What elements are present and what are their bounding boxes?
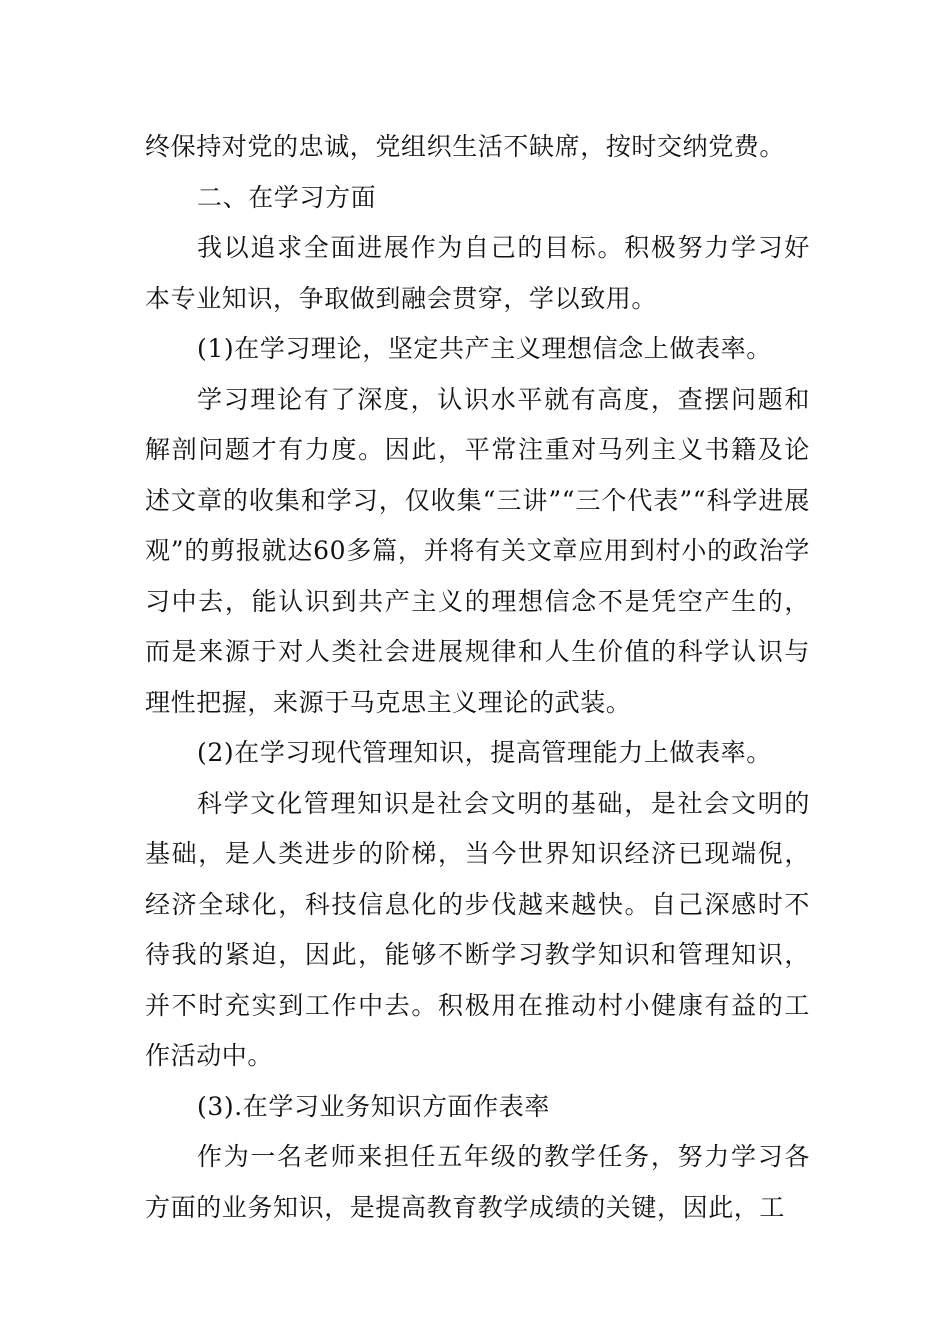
paragraph-continuation: 终保持对党的忠诚，党组织生活不缺席，按时交纳党费。: [145, 132, 786, 161]
subheading-management: (2)在学习现代管理知识，提高管理能力上做表率。: [197, 738, 772, 767]
paragraph-theory: 学习理论有了深度，认识水平就有高度，查摆问题和解剖问题才有力度。因此，平常注重对马列主义书籍及论述文章的收集和学习，仅收集“三讲”“三个代表”“科学进展观”的剪报就达60多篇，并将有关文章应用到村小的政治学习中去，能认识到共产主义的理想信念不是凭空产生的，而是来源于对人类社会进展规律和人生价值的科学认识与理性把握，来源于马克思主义理论的武装。: [145, 384, 810, 717]
subheading-theory: (1)在学习理论，坚定共产主义理想信念上做表率。: [197, 334, 772, 363]
section-heading-study: 二、在学习方面: [197, 182, 377, 212]
paragraph-goal: 我以追求全面进展作为自己的目标。积极努力学习好本专业知识，争取做到融会贯穿，学以致用。: [145, 233, 810, 313]
paragraph-management: 科学文化管理知识是社会文明的基础，是社会文明的基础，是人类进步的阶梯，当今世界知识经济已现端倪，经济全球化，科技信息化的步伐越来越快。自己深感时不待我的紧迫，因此，能够不断学习教学知识和管理知识，并不时充实到工作中去。积极用在推动村小健康有益的工作活动中。: [145, 788, 810, 1070]
subheading-business: (3).在学习业务知识方面作表率: [197, 1091, 550, 1121]
paragraph-business: 作为一名老师来担任五年级的教学任务，努力学习各方面的业务知识，是提高教育教学成绩的关键，因此，工: [145, 1142, 810, 1222]
document-body: [145, 122, 810, 1233]
